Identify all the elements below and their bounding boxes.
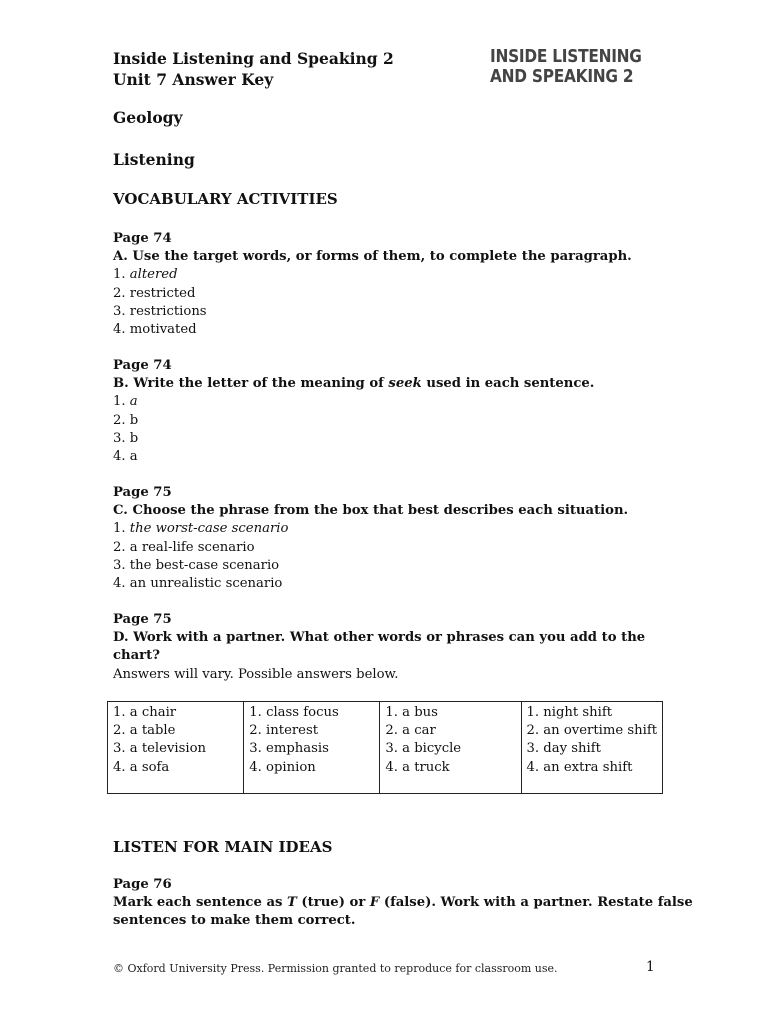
- exercise-a: [113, 230, 673, 339]
- page-ref: Page 75: [113, 485, 172, 500]
- unit-title: Unit 7 Answer Key: [113, 70, 274, 89]
- answer-item: 2. b: [113, 412, 139, 428]
- table-row: [108, 702, 663, 794]
- document-header: [113, 48, 394, 90]
- exercise-c: [113, 484, 673, 593]
- exercise-instruction-cont: chart?: [113, 648, 160, 664]
- answer-item: 4. an unrealistic scenario: [113, 576, 283, 592]
- exercise-instruction: D. Work with a partner. What other words or phrases can you add to the: [113, 630, 646, 646]
- answer-item: 1. altered: [113, 267, 178, 283]
- answers-note: Answers will vary. Possible answers below.: [113, 666, 399, 682]
- chart-column-4: 1. night shift 2. an overtime shift 3. day shift 4. an extra shift: [521, 702, 663, 794]
- copyright-notice: © Oxford University Press. Permission granted to reproduce for classroom use.: [113, 962, 558, 975]
- book-logo: INSIDE LISTENING AND SPEAKING 2: [490, 47, 642, 87]
- exercise-instruction-cont: sentences to make them correct.: [113, 913, 356, 929]
- chart-column-1: 1. a chair 2. a table 3. a television 4. a sofa: [108, 702, 244, 794]
- answer-item: 2. restricted: [113, 285, 196, 301]
- exercise-instruction: C. Choose the phrase from the box that best describes each situation.: [113, 503, 629, 519]
- answer-item: 3. restrictions: [113, 303, 207, 319]
- answer-chart: [107, 701, 663, 794]
- answer-item: 2. a real-life scenario: [113, 539, 255, 555]
- exercise-instruction: Mark each sentence as T (true) or F (false). Work with a partner. Restate false: [113, 895, 693, 911]
- chart-column-2: 1. class focus 2. interest 3. emphasis 4. opinion: [244, 702, 380, 794]
- answer-item: 1. a: [113, 394, 138, 410]
- book-title: Inside Listening and Speaking 2: [113, 49, 394, 68]
- main-ideas-exercise: [113, 876, 693, 931]
- topic-heading: Geology: [113, 108, 183, 127]
- answer-item: 1. the worst-case scenario: [113, 521, 289, 537]
- exercise-instruction: A. Use the target words, or forms of them, to complete the paragraph.: [113, 249, 632, 265]
- chart-column-3: 1. a bus 2. a car 3. a bicycle 4. a truck: [380, 702, 521, 794]
- answer-item: 4. a: [113, 449, 138, 465]
- page-ref: Page 74: [113, 231, 172, 246]
- exercise-instruction: B. Write the letter of the meaning of seek used in each sentence.: [113, 376, 595, 392]
- answer-item: 3. the best-case scenario: [113, 557, 280, 573]
- page-ref: Page 76: [113, 877, 172, 892]
- page-ref: Page 74: [113, 358, 172, 373]
- section-heading: Listening: [113, 150, 195, 169]
- exercise-d: [113, 611, 673, 684]
- answer-item: 4. motivated: [113, 322, 197, 338]
- answer-item: 3. b: [113, 430, 139, 446]
- page-number: 1: [646, 959, 655, 975]
- main-ideas-heading: LISTEN FOR MAIN IDEAS: [113, 838, 333, 856]
- vocabulary-heading: VOCABULARY ACTIVITIES: [113, 190, 338, 208]
- exercise-b: [113, 357, 673, 466]
- page-ref: Page 75: [113, 612, 172, 627]
